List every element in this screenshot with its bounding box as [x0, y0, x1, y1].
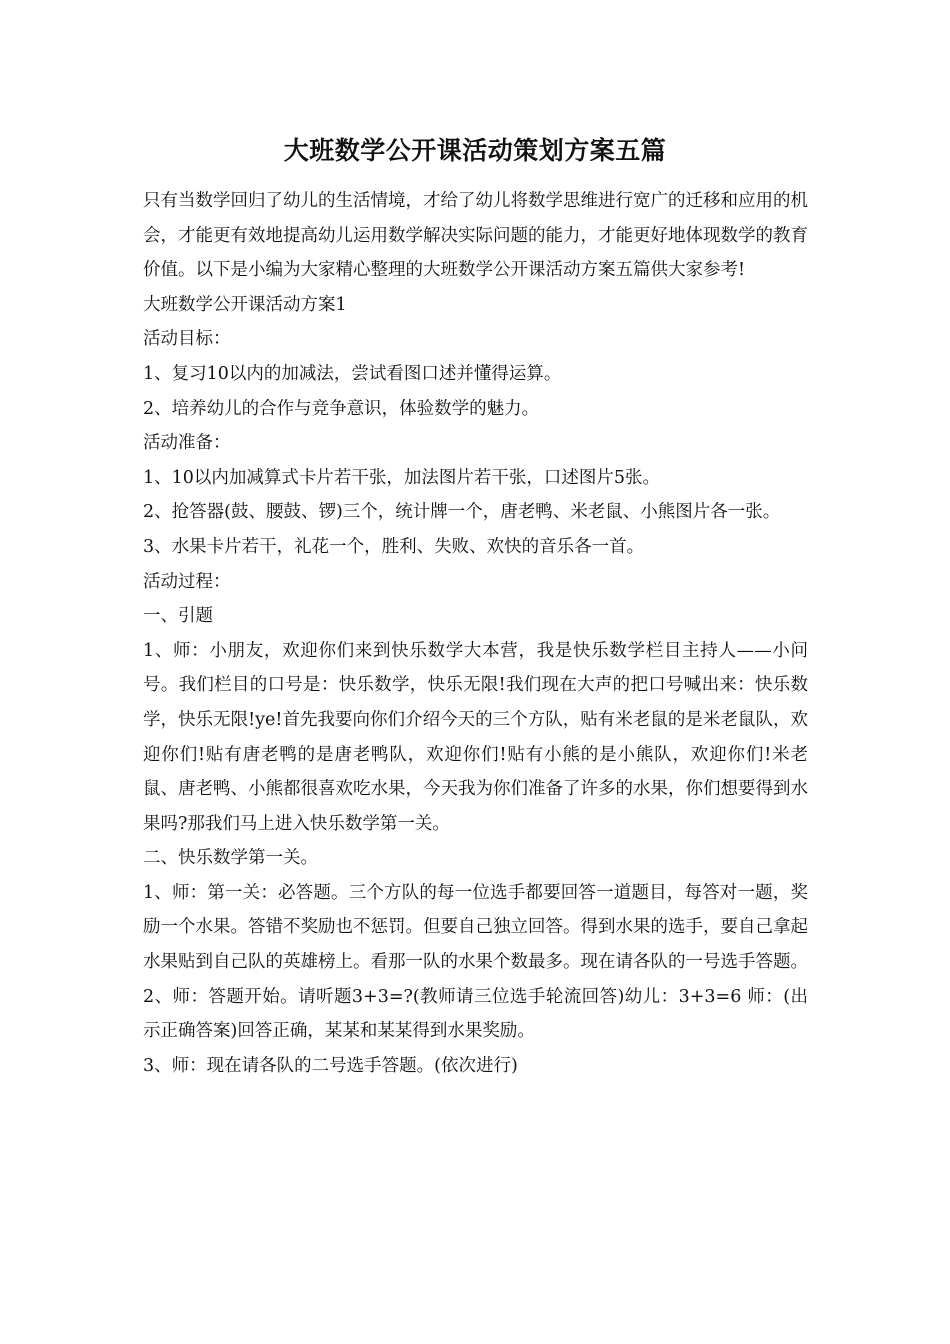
process-paragraph: 2、师：答题开始。请听题3+3=?(教师请三位选手轮流回答)幼儿：3+3=6 师：(出示正确答案)回答正确，某某和某某得到水果奖励。	[143, 986, 808, 1042]
preparation-item: 2、抢答器(鼓、腰鼓、锣)三个，统计牌一个，唐老鸭、米老鼠、小熊图片各一张。	[143, 502, 781, 523]
subheading-process: 活动过程：	[143, 571, 231, 592]
document-title: 大班数学公开课活动策划方案五篇	[283, 136, 667, 165]
process-paragraph: 1、师：第一关：必答题。三个方队的每一位选手都要回答一道题目，每答对一题，奖励一个水果。答错不奖励也不惩罚。但要自己独立回答。得到水果的选手，要自己拿起水果贴到自己队的英雄榜上。看那一队的水果个数最多。现在请各队的一号选手答题。	[143, 882, 808, 973]
section-heading: 大班数学公开课活动方案1	[143, 294, 347, 315]
preparation-item: 1、10以内加减算式卡片若干张，加法图片若干张，口述图片5张。	[143, 467, 661, 488]
subheading-preparation: 活动准备：	[143, 433, 231, 454]
preparation-item: 3、水果卡片若干，礼花一个，胜利、失败、欢快的音乐各一首。	[143, 536, 645, 557]
process-paragraph: 3、师：现在请各队的二号选手答题。(依次进行)	[143, 1055, 518, 1076]
goal-item: 2、培养幼儿的合作与竞争意识，体验数学的魅力。	[143, 398, 540, 419]
document-body	[143, 184, 808, 1083]
process-step-heading: 一、引题	[143, 606, 213, 627]
subheading-goals: 活动目标：	[143, 329, 231, 350]
process-step-heading: 二、快乐数学第一关。	[143, 848, 318, 869]
goal-item: 1、复习10以内的加减法，尝试看图口述并懂得运算。	[143, 363, 562, 384]
process-paragraph: 1、师：小朋友，欢迎你们来到快乐数学大本营，我是快乐数学栏目主持人——小问号。我们栏目的口号是：快乐数学，快乐无限!我们现在大声的把口号喊出来：快乐数学，快乐无限!ye!首先我要向你们介绍今天的三个方队，贴有米老鼠的是米老鼠队，欢迎你们!贴有唐老鸭的是唐老鸭队，欢迎你们!贴有小熊的是小熊队，欢迎你们!米老鼠、唐老鸭、小熊都很喜欢吃水果，今天我为你们准备了许多的水果，你们想要得到水果吗?那我们马上进入快乐数学第一关。	[143, 640, 808, 834]
intro-paragraph: 只有当数学回归了幼儿的生活情境，才给了幼儿将数学思维进行宽广的迁移和应用的机会，才能更有效地提高幼儿运用数学解决实际问题的能力，才能更好地体现数学的教育价值。以下是小编为大家精心整理的大班数学公开课活动方案五篇供大家参考!	[143, 191, 808, 281]
